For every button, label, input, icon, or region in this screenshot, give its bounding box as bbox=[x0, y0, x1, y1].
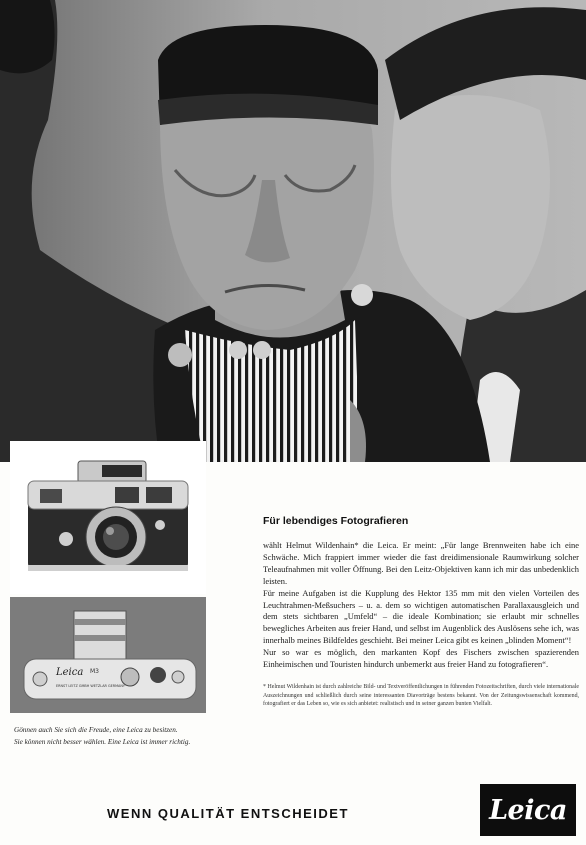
engraving-model: M3 bbox=[90, 668, 99, 675]
article-body bbox=[263, 540, 579, 671]
caption-line-2: Sie können nicht besser wählen. Eine Leica ist immer richtig. bbox=[14, 738, 191, 746]
article bbox=[263, 515, 579, 709]
camera-front-illustration bbox=[10, 441, 206, 594]
leica-logo bbox=[480, 784, 576, 836]
camera-top-illustration bbox=[10, 597, 206, 713]
camera-caption bbox=[14, 724, 214, 748]
article-paragraph-1: wählt Helmut Wildenhain* die Leica. Er meint: „Für lange Brennweiten habe ich eine Schwäche. Mich frappiert immer wieder die fast dreidimensionale Raumwirkung solcher Teleaufnahmen mit voller Öffnung. Bei den Leitz-Objektiven kann ich mir das unbedenklich leisten. bbox=[263, 540, 579, 586]
engraving-maker: ERNST LEITZ GMBH WETZLAR GERMANY bbox=[56, 684, 125, 688]
camera-top-view bbox=[10, 597, 206, 713]
caption-line-1: Gönnen auch Sie sich die Freude, eine Leica zu besitzen. bbox=[14, 726, 178, 734]
engraving-leica: Leica bbox=[56, 667, 84, 678]
article-paragraph-2: Für meine Aufgaben ist die Kupplung des Hektor 135 mm mit den vielen Vorteilen des Leuchtrahmen-Meßsuchers – u. a. dem so wichtigen automatischen Parallaxausgleich und dem stets sichtbaren „Umfeld“ – die ideale Kombination; sie erlaubt mir schnelles bewegliches Arbeiten aus freier Hand, und selbst im Augenblick des Auslösens sehe ich, was innerhalb meines Bildfeldes geschieht. Bei meiner Leica gibt es keinen „blinden Moment“! bbox=[263, 587, 579, 646]
article-headline: Für lebendiges Fotografieren bbox=[263, 515, 409, 527]
leica-logo-text: Leica bbox=[489, 794, 567, 826]
camera-front-view bbox=[10, 441, 206, 594]
article-paragraph-3: Nur so war es möglich, den markanten Kopf des Fischers zwischen spazierenden Einheimischen und Touristen hindurch unbemerkt aus freier Hand zu fotografieren“. bbox=[263, 647, 579, 670]
article-footnote: * Helmut Wildenhain ist durch zahlreiche Bild- und Textveröffentlichungen in führenden Fotozeitschriften, durch viele internationale Auszeichnungen und schließlich durch seine interessanten Diavorträge bestens bekannt. Von der Zeitungswissenschaft kommend, fotografiert er das Leben so, wie es sich anbietet: realistisch und in seiner ganzen bunten Vielfalt. bbox=[263, 683, 579, 708]
slogan: WENN QUALITÄT ENTSCHEIDET bbox=[107, 806, 349, 821]
